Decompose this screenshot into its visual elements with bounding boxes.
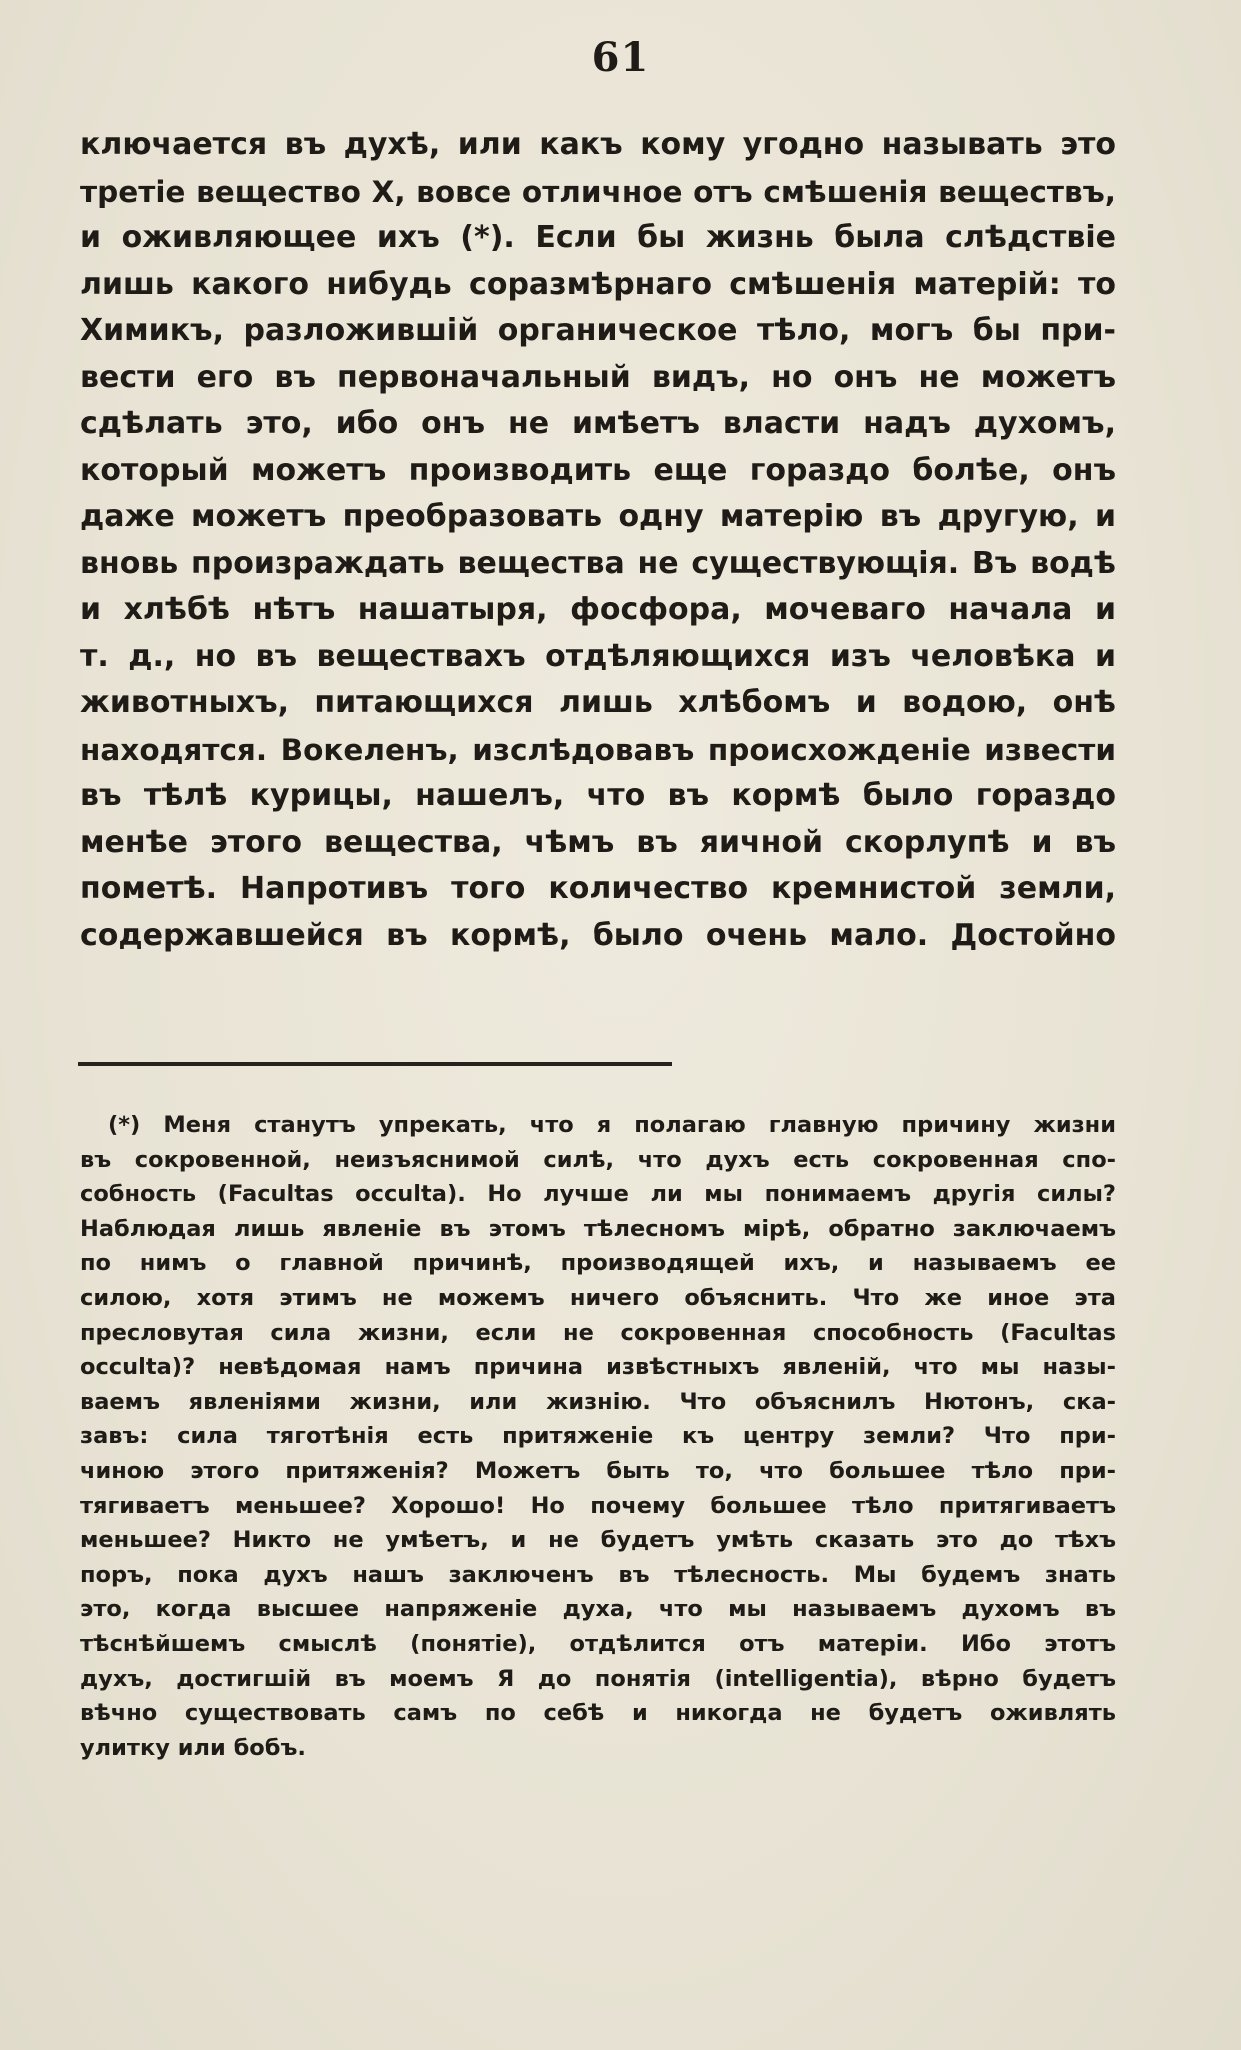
footnote-line: улитку или бобъ. [80, 1734, 306, 1761]
text-line: пометѣ. Напротивъ того количество кремнистой земли, [80, 871, 1116, 906]
footnote-line: это, когда высшее напряженіе духа, что мы называемъ духомъ въ [80, 1596, 1116, 1623]
text-line: сдѣлать это, ибо онъ не имѣетъ власти надъ духомъ, [80, 406, 1116, 441]
text-line: лишь какого нибудь соразмѣрнаго смѣшенія матерій: то [80, 266, 1116, 302]
footnote-line: по нимъ о главной причинѣ, производящей ихъ, и называемъ ее [80, 1250, 1116, 1277]
footnote-line: въ сокровенной, неизъяснимой силѣ, что духъ есть сокровенная спо- [80, 1146, 1116, 1173]
text-line: т. д., но въ веществахъ отдѣляющихся изъ человѣка и [80, 638, 1116, 674]
footnote-line: меньшее? Никто не умѣетъ, и не будетъ умѣть сказать это до тѣхъ [80, 1527, 1116, 1554]
footnote-line: чиною этого притяженія? Можетъ быть то, что большее тѣло при- [80, 1457, 1116, 1484]
text-line: который можетъ производить еще гораздо болѣе, онъ [80, 452, 1116, 488]
footnote-line: поръ, пока духъ нашъ заключенъ въ тѣлесность. Мы будемъ знать [80, 1561, 1116, 1588]
main-text [80, 122, 1116, 959]
footnote-line: силою, хотя этимъ не можемъ ничего объяснить. Что же иное эта [80, 1284, 1116, 1311]
text-line: третіе вещество X, вовсе отличное отъ смѣшенія веществъ, [80, 174, 1116, 209]
footnote [80, 1108, 1116, 1765]
footnote-line: пресловутая сила жизни, если не сокровенная способность (Facultas [80, 1319, 1116, 1346]
page-number: 61 [591, 34, 650, 81]
footnote-line: тягиваетъ меньшее? Хорошо! Но почему большее тѣло притягиваетъ [80, 1492, 1116, 1519]
footnote-line: духъ, достигшій въ моемъ Я до понятія (intelligentia), вѣрно будетъ [80, 1665, 1116, 1692]
text-line: находятся. Вокеленъ, изслѣдовавъ происхожденіе извести [80, 732, 1116, 767]
footnote-line: завъ: сила тяготѣнія есть притяженіе къ центру земли? Что при- [80, 1423, 1116, 1450]
footnote-line: собность (Facultas occulta). Но лучше ли мы понимаемъ другія силы? [80, 1181, 1116, 1208]
footnote-divider [78, 1062, 672, 1066]
text-line: вести его въ первоначальный видъ, но онъ не можетъ [80, 359, 1116, 395]
text-line: содержавшейся въ кормѣ, было очень мало. Достойно [80, 917, 1116, 953]
text-line: вновь произраждать вещества не существующія. Въ водѣ [80, 545, 1116, 581]
footnote-line: ваемъ явленіями жизни, или жизнію. Что объяснилъ Нютонъ, ска- [80, 1388, 1116, 1415]
footnote-line: (*) Меня станутъ упрекать, что я полагаю главную причину жизни [108, 1112, 1116, 1138]
footnote-line: occulta)? невѣдомая намъ причина извѣстныхъ явленій, что мы назы- [80, 1354, 1116, 1381]
footnote-line: вѣчно существовать самъ по себѣ и никогда не будетъ оживлять [80, 1700, 1116, 1727]
text-line: животныхъ, питающихся лишь хлѣбомъ и водою, онѣ [80, 685, 1116, 720]
text-line: и хлѣбѣ нѣтъ нашатыря, фосфора, мочеваго начала и [80, 592, 1116, 627]
footnote-line: Наблюдая лишь явленіе въ этомъ тѣлесномъ мірѣ, обратно заключаемъ [80, 1215, 1116, 1242]
text-line: даже можетъ преобразовать одну матерію въ другую, и [80, 499, 1116, 534]
text-line: и оживляющее ихъ (*). Если бы жизнь была слѣдствіе [80, 220, 1116, 255]
text-line: менѣе этого вещества, чѣмъ въ яичной скорлупѣ и въ [80, 824, 1116, 860]
text-line: въ тѣлѣ курицы, нашелъ, что въ кормѣ было гораздо [80, 778, 1116, 813]
text-line: ключается въ духѣ, или какъ кому угодно называть это [80, 127, 1116, 162]
footnote-line: тѣснѣйшемъ смыслѣ (понятіе), отдѣлится отъ матеріи. Ибо этотъ [80, 1630, 1116, 1657]
text-line: Химикъ, разложившій органическое тѣло, могъ бы при- [80, 313, 1116, 348]
